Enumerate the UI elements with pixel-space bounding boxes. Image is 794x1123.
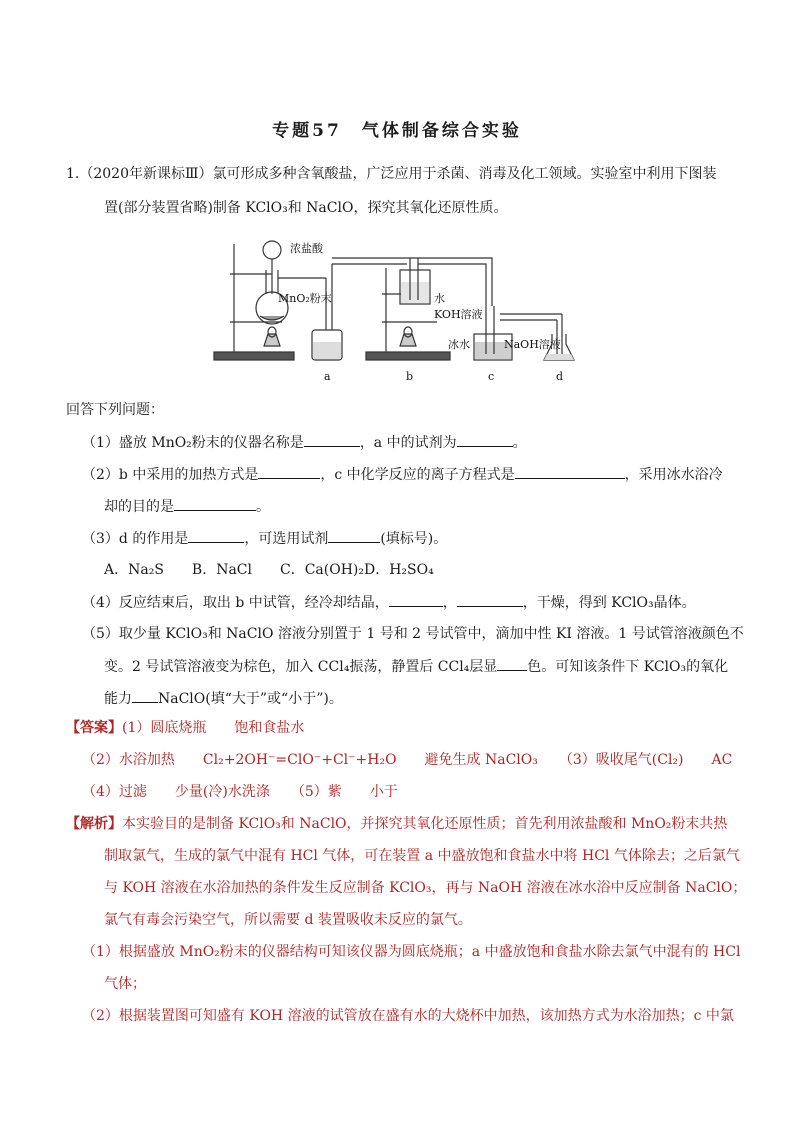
q1-text-c: 。 [512,435,527,451]
q3-text-b: ，可选用试剂 [244,531,329,547]
q5-text-a: 变。2 号试管溶液变为棕色，加入 CCl₄振荡，静置后 CCl₄层显 [104,659,498,675]
label-naoh: NaOH溶液 [504,338,561,351]
question-3-options: A．Na₂S B．NaCl C．Ca(OH)₂D．H₂SO₄ [104,562,434,578]
q2-text-c: ，采用冰水浴冷 [624,467,723,483]
q2-blank-3[interactable] [174,496,256,511]
label-c: c [488,370,495,383]
prompt-text: 回答下列问题： [66,402,164,418]
question-5-line-2 [104,656,728,677]
page-title: 专题57 气体制备综合实验 [272,121,522,141]
question-1-line-2: 置(部分装置省略)制备 KClO₃和 NaClO，探究其氧化还原性质。 [104,200,508,216]
answer-line-3: （4）过滤 少量(冷)水洗涤 （5）紫 小于 [82,784,398,800]
answer-text-1: (1）圆底烧瓶 饱和食盐水 [122,720,305,736]
q2-text-e: 。 [256,499,270,515]
q1-text-b: ，a 中的试剂为 [359,435,457,451]
label-koh: KOH溶液 [434,308,483,321]
label-mno2: MnO₂粉末 [278,292,332,305]
q5-text-b: 色。可知该条件下 KClO₃的氧化 [527,659,729,675]
question-3 [82,528,447,549]
label-ice-water: 冰水 [448,338,470,351]
question-1-line-1: 1.（2020年新课标Ⅲ）氯可形成多种含氧酸盐，广泛应用于杀菌、消毒及化工领域。实验室中利用下图装 [66,166,717,182]
question-2-line-2 [104,496,270,517]
q5-text-d: NaClO(填“大于”或“小于”)。 [158,691,343,707]
analysis-line-4: 氯气有毒会污染空气，所以需要 d 装置吸收未反应的氯气。 [104,912,472,928]
label-d: d [556,370,564,383]
q3-blank-1[interactable] [188,528,244,543]
question-1 [82,432,527,453]
label-a: a [324,370,331,383]
q4-text-c: ，干燥，得到 KClO₃晶体。 [522,595,696,611]
label-conc-hcl: 浓盐酸 [290,242,323,255]
q2-text-d: 却的目的是 [104,499,174,515]
answer-line-1 [66,718,304,738]
analysis-tag: 【解析】 [66,816,122,832]
analysis-line-1 [66,814,727,834]
q3-text-c: (填标号)。 [380,531,448,547]
q1-blank-2[interactable] [457,432,513,447]
analysis-line-2: 制取氯气，生成的氯气中混有 HCl 气体，可在装置 a 中盛放饱和食盐水中将 HCl 气体除去；之后氯气 [104,848,740,864]
question-5-line-3 [104,688,343,709]
q2-text-a: （2）b 中采用的加热方式是 [82,467,259,483]
q3-blank-2[interactable] [328,528,380,543]
answer-tag: 【答案】 [66,720,122,736]
analysis-line-5: （1）根据盛放 MnO₂粉末的仪器结构可知该仪器为圆底烧瓶；a 中盛放饱和食盐水除去氯气中混有的 HCl [82,944,741,960]
question-4 [82,592,696,613]
q3-text-a: （3）d 的作用是 [82,531,189,547]
q4-blank-2[interactable] [457,592,523,607]
analysis-text-1: 本实验目的是制备 KClO₃和 NaClO，并探究其氧化还原性质；首先利用浓盐酸和 MnO₂粉末共热 [122,816,728,832]
q2-blank-1[interactable] [258,464,320,479]
question-5-line-1: （5）取少量 KClO₃和 NaClO 溶液分别置于 1 号和 2 号试管中，滴加中性 KI 溶液。1 号试管溶液颜色不 [82,626,744,642]
q1-text-a: （1）盛放 MnO₂粉末的仪器名称是 [82,435,304,451]
q4-text-b: ， [442,595,457,611]
analysis-line-6: 气体； [104,976,146,992]
apparatus-figure [212,234,588,386]
q5-blank-1[interactable] [497,656,527,671]
answer-line-2: （2）水浴加热 Cl₂+2OH⁻=ClO⁻+Cl⁻+H₂O 避免生成 NaClO₃ （3）吸收尾气(Cl₂) AC [82,752,733,768]
question-2-line-1 [82,464,723,485]
q5-blank-2[interactable] [132,688,158,703]
label-water: 水 [434,292,445,305]
q2-blank-2[interactable] [515,464,625,479]
analysis-line-7: （2）根据装置图可知盛有 KOH 溶液的试管放在盛有水的大烧杯中加热，该加热方式为水浴加热；c 中氯 [82,1008,734,1024]
q1-blank-1[interactable] [304,432,360,447]
q5-text-c: 能力 [104,691,132,707]
q4-text-a: （4）反应结束后，取出 b 中试管，经冷却结晶， [82,595,389,611]
q4-blank-1[interactable] [389,592,443,607]
q2-text-b: ，c 中化学反应的离子方程式是 [320,467,515,483]
analysis-line-3: 与 KOH 溶液在水浴加热的条件发生反应制备 KClO₃，再与 NaOH 溶液在冰水浴中反应制备 NaClO； [104,880,747,896]
label-b: b [406,370,414,383]
